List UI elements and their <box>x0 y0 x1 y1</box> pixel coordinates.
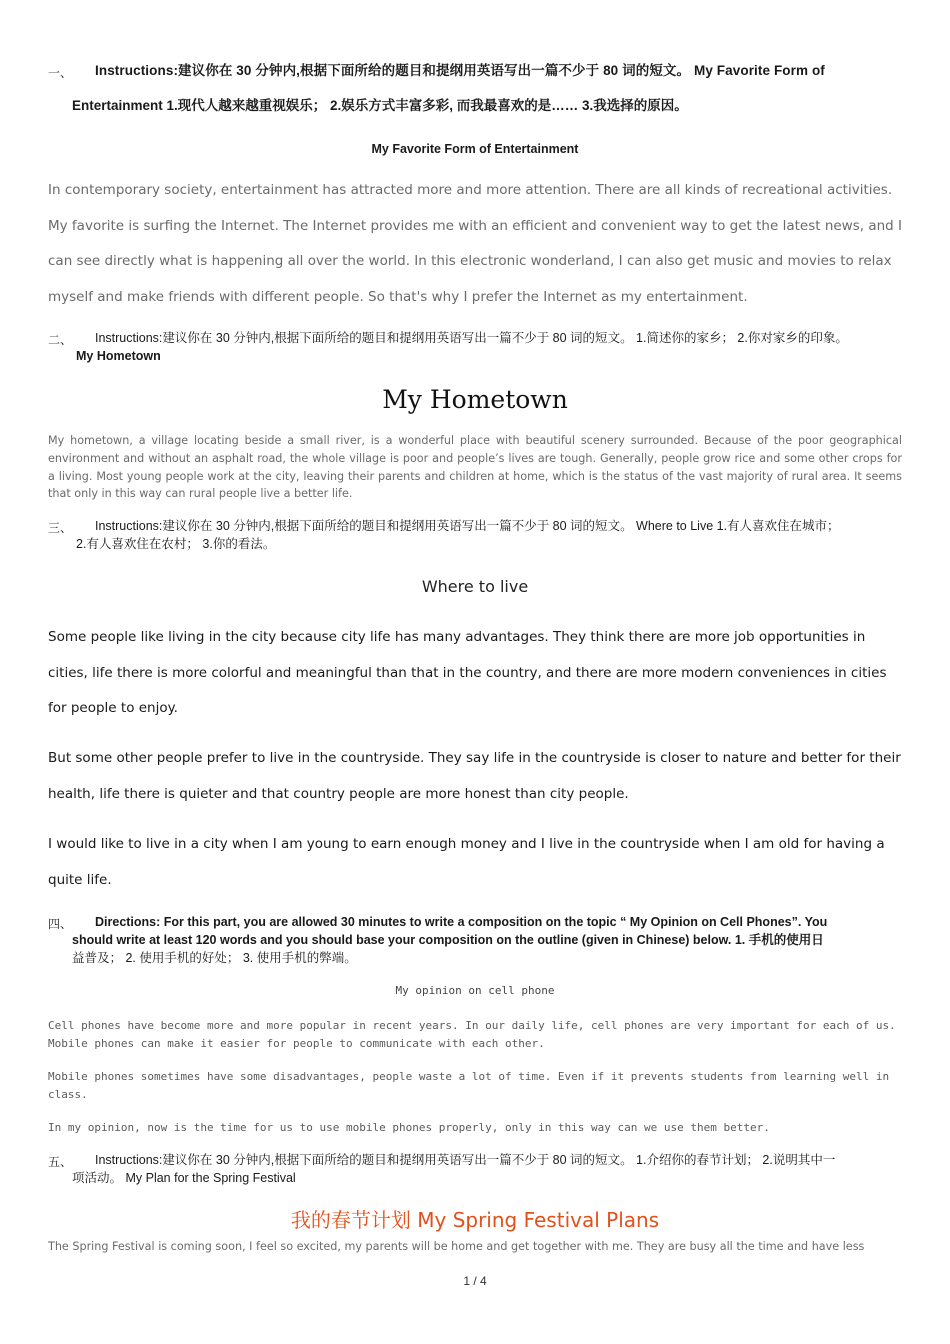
section-5-title: 我的春节计划 My Spring Festival Plans <box>290 1208 660 1232</box>
section-3-title: Where to live <box>421 577 529 596</box>
section-1-instructions-line1: Instructions:建议你在 30 分钟内,根据下面所给的题目和提纲用英语写出一篇不少于 80 词的短文。 My Favorite Form of <box>95 63 825 78</box>
section-4-directions-line1: Directions: For this part, you are allowed 30 minutes to write a composition on the topic “ My Opinion on Cell Phones”. You <box>95 915 828 929</box>
page-number: 1 / 4 <box>463 1274 487 1288</box>
section-3-instructions-line1: Instructions:建议你在 30 分钟内,根据下面所给的题目和提纲用英语写出一篇不少于 80 词的短文。 Where to Live 1.有人喜欢住在城市； <box>95 519 840 533</box>
section-3-paragraph-2: But some other people prefer to live in the countryside. They say life in the countryside is closer to nature and better for their health, life there is quieter and that country people are more honest than city people. <box>48 750 901 802</box>
section-4-paragraph-2: Mobile phones sometimes have some disadvantages, people waste a lot of time. Even if it prevents students from learning well in class. <box>48 1070 890 1101</box>
section-5-instructions-line1: Instructions:建议你在 30 分钟内,根据下面所给的题目和提纲用英语写出一篇不少于 80 词的短文。 1.介绍你的春节计划； 2.说明其中一 <box>95 1153 836 1167</box>
section-3-paragraph-1: Some people like living in the city because city life has many advantages. They think there are more job opportunities in cities, life there is more colorful and meaningful than that in the country, and there are more modern conveniences in cities for people to enjoy. <box>48 629 887 716</box>
section-3-number: 三、 <box>48 521 73 535</box>
section-4-paragraph-3: In my opinion, now is the time for us to use mobile phones properly, only in this way can we use them better. <box>48 1121 770 1134</box>
section-4-directions-line3: 益普及； 2. 使用手机的好处； 3. 使用手机的弊端。 <box>72 951 357 965</box>
section-2-instructions-line1: Instructions:建议你在 30 分钟内,根据下面所给的题目和提纲用英语写出一篇不少于 80 词的短文。 1.简述你的家乡； 2.你对家乡的印象。 <box>95 331 848 345</box>
section-2-instructions-line2: My Hometown <box>76 349 161 363</box>
section-4-paragraph-1: Cell phones have become more and more popular in recent years. In our daily life, cell phones are very important for each of us. Mobile phones can make it easier for people to communicate with each other. <box>48 1019 896 1050</box>
section-2-essay: My hometown, a village locating beside a small river, is a wonderful place with beautiful scenery surrounded. Because of the poor geographical environment and without an asphalt road, the whole village is poor and people’s lives are tough. Generally, people grow rice and some other crops for a living. Most young people work at the city, leaving their parents and children at home, which is the status of the vast majority of rural area. It seems that only in this way can rural people live a better life. <box>48 434 902 501</box>
section-1-essay: In contemporary society, entertainment has attracted more and more attention. There are all kinds of recreational activities. My favorite is surfing the Internet. The Internet provides me with an efficient and convenient way to get the latest news, and I can see directly what is happening all over the world. In this electronic wonderland, I can also get music and movies to relax myself and make friends with different people. So that's why I prefer the Internet as my entertainment. <box>48 182 903 305</box>
section-1-number: 一、 <box>48 66 73 80</box>
section-2-number: 二、 <box>48 333 73 347</box>
section-1-instructions-line2: Entertainment 1.现代人越来越重视娱乐； 2.娱乐方式丰富多彩, 而我最喜欢的是…… 3.我选择的原因。 <box>72 98 688 113</box>
section-4-number: 四、 <box>48 917 73 931</box>
section-4-title: My opinion on cell phone <box>395 984 555 997</box>
section-3-paragraph-3: I would like to live in a city when I am young to earn enough money and I live in the countryside when I am old for having a quite life. <box>48 836 885 888</box>
section-1-title: My Favorite Form of Entertainment <box>371 142 579 156</box>
section-2-title: My Hometown <box>382 385 568 414</box>
section-4-directions-line2: should write at least 120 words and you should base your composition on the outline (given in Chinese) below. 1. 手机的使用日 <box>72 933 824 947</box>
section-5-number: 五、 <box>48 1155 73 1169</box>
section-5-instructions-line2: 项活动。 My Plan for the Spring Festival <box>72 1171 296 1185</box>
section-5-essay: The Spring Festival is coming soon, I feel so excited, my parents will be home and get together with me. They are busy all the time and have less <box>48 1240 865 1253</box>
section-3-instructions-line2: 2.有人喜欢住在农村； 3.你的看法。 <box>76 537 276 551</box>
